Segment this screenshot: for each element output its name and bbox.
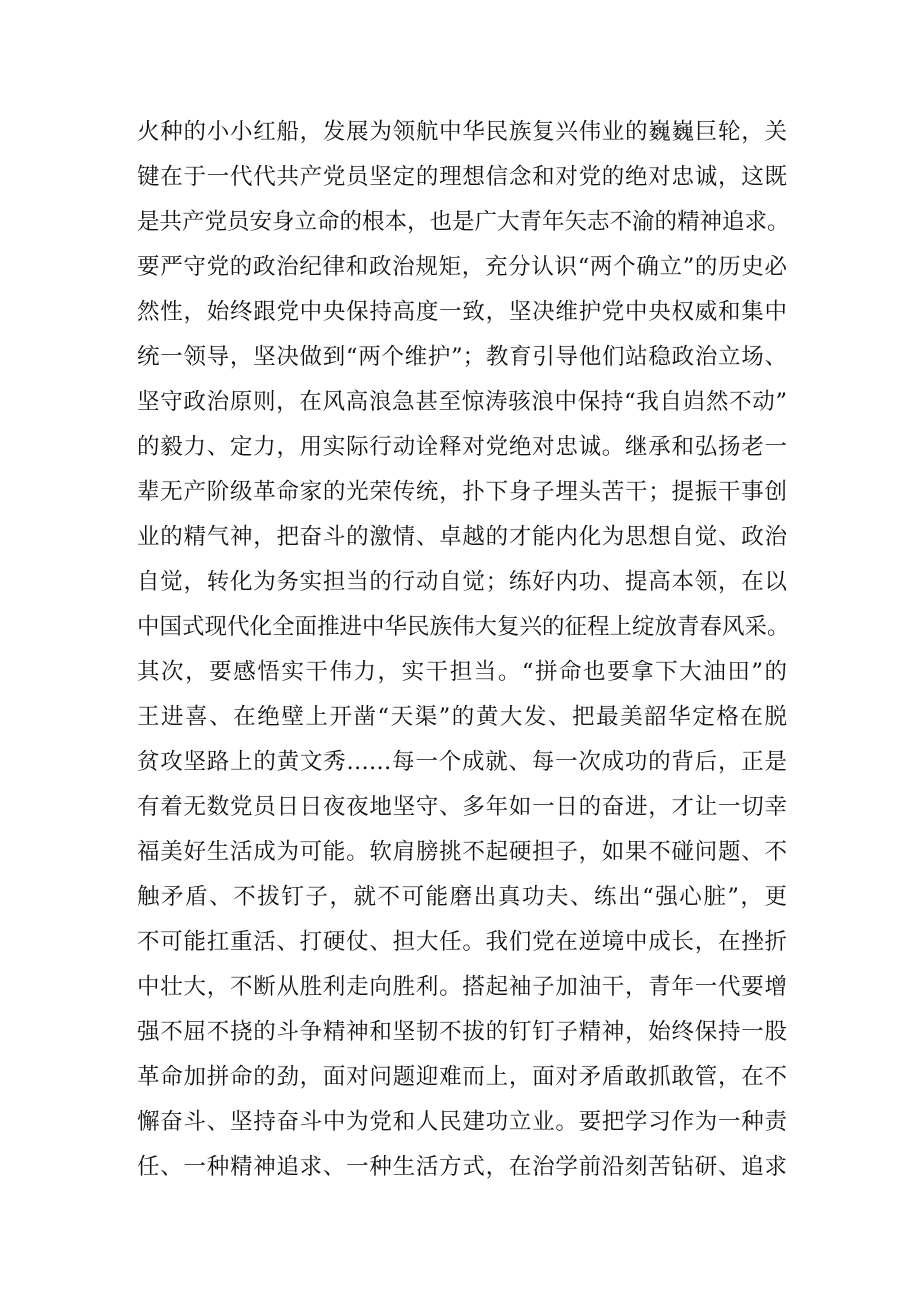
text-line: 统一领导，坚决做到“两个维护”；教育引导他们站稳政治立场、 <box>137 344 787 370</box>
text-line: 中壮大，不断从胜利走向胜利。搭起袖子加油干，青年一代要增 <box>137 974 787 1000</box>
text-line: 键在于一代代共产党员坚定的理想信念和对党的绝对忠诚，这既 <box>137 164 787 190</box>
text-line: 自觉，转化为务实担当的行动自觉；练好内功、提高本领，在以 <box>137 569 787 595</box>
text-line: 坚守政治原则，在风高浪急甚至惊涛骇浪中保持“我自岿然不动” <box>137 389 787 415</box>
text-line: 任、一种精神追求、一种生活方式，在治学前沿刻苦钻研、追求 <box>137 1154 787 1180</box>
text-line: 其次，要感悟实干伟力，实干担当。“拼命也要拿下大油田”的 <box>137 659 787 685</box>
text-line: 触矛盾、不拔钉子，就不可能磨出真功夫、练出“强心脏”，更 <box>137 884 787 910</box>
text-line: 的毅力、定力，用实际行动诠释对党绝对忠诚。继承和弘扬老一 <box>137 434 787 460</box>
text-line: 是共产党员安身立命的根本，也是广大青年矢志不渝的精神追求。 <box>137 209 790 235</box>
text-line: 火种的小小红船，发展为领航中华民族复兴伟业的巍巍巨轮，关 <box>137 119 787 145</box>
text-line: 懈奋斗、坚持奋斗中为党和人民建功立业。要把学习作为一种责 <box>137 1109 787 1135</box>
text-line: 要严守党的政治纪律和政治规矩，充分认识“两个确立”的历史必 <box>137 254 787 280</box>
text-line: 辈无产阶级革命家的光荣传统，扑下身子埋头苦干；提振干事创 <box>137 479 787 505</box>
text-line: 革命加拼命的劲，面对问题迎难而上，面对矛盾敢抓敢管，在不 <box>137 1064 787 1090</box>
text-line: 贫攻坚路上的黄文秀……每一个成就、每一次成功的背后，正是 <box>137 749 787 775</box>
body-text <box>137 110 790 1190</box>
text-line: 不可能扛重活、打硬仗、担大任。我们党在逆境中成长，在挫折 <box>137 929 787 955</box>
text-line: 中国式现代化全面推进中华民族伟大复兴的征程上绽放青春风采。 <box>137 614 790 640</box>
text-line: 王进喜、在绝壁上开凿“天渠”的黄大发、把最美韶华定格在脱 <box>137 704 787 730</box>
text-line: 有着无数党员日日夜夜地坚守、多年如一日的奋进，才让一切幸 <box>137 794 787 820</box>
text-line: 强不屈不挠的斗争精神和坚韧不拔的钉钉子精神，始终保持一股 <box>137 1019 787 1045</box>
text-line: 业的精气神，把奋斗的激情、卓越的才能内化为思想自觉、政治 <box>137 524 787 550</box>
text-line: 然性，始终跟党中央保持高度一致，坚决维护党中央权威和集中 <box>137 299 787 325</box>
text-line: 福美好生活成为可能。软肩膀挑不起硬担子，如果不碰问题、不 <box>137 839 787 865</box>
